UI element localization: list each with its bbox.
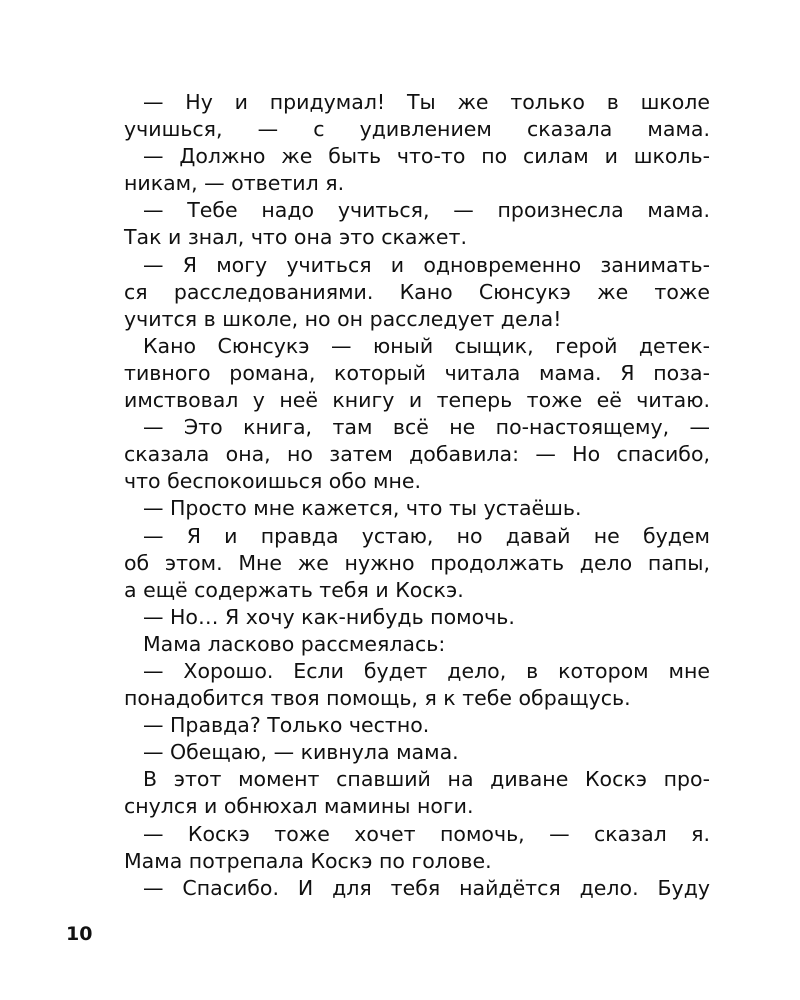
page-number: 10 <box>66 923 93 945</box>
text-line: а ещё содержать тебя и Коскэ. <box>124 577 464 602</box>
text-line: никам, — ответил я. <box>124 171 345 196</box>
text-line: — Просто мне кажется, что ты устаёшь. <box>143 496 582 521</box>
text-line: об этом. Мне же нужно продолжать дело папы, <box>124 550 710 575</box>
text-line: ся расследованиями. Кано Сюнсукэ же тоже <box>124 279 710 304</box>
text-line: — Правда? Только честно. <box>143 713 430 738</box>
text-line: снулся и обнюхал мамины ноги. <box>124 794 474 819</box>
text-line: — Хорошо. Если будет дело, в котором мне <box>143 658 710 683</box>
text-line: — Спасибо. И для тебя найдётся дело. Буду <box>143 875 710 900</box>
text-line: — Это книга, там всё не по-настоящему, — <box>143 415 710 440</box>
text-line: — Но… Я хочу как-нибудь помочь. <box>143 604 515 629</box>
text-line: что беспокоишься обо мне. <box>124 469 422 494</box>
text-line: — Я могу учиться и одновременно занимать- <box>143 252 710 277</box>
text-line: имствовал у неё книгу и теперь тоже её читаю. <box>124 388 710 413</box>
text-line: В этот момент спавший на диване Коскэ про- <box>143 767 710 792</box>
text-line: Мама потрепала Коскэ по голове. <box>124 848 492 873</box>
text-line: — Коскэ тоже хочет помочь, — сказал я. <box>143 821 710 846</box>
text-line: понадобится твоя помощь, я к тебе обращусь. <box>124 686 631 711</box>
text-line: — Должно же быть что-то по силам и школь- <box>143 144 710 169</box>
text-line: — Ну и придумал! Ты же только в школе <box>143 90 710 114</box>
page-text <box>124 89 710 902</box>
text-line: — Обещаю, — кивнула мама. <box>143 740 459 765</box>
text-line: сказала она, но затем добавила: — Но спасибо, <box>124 442 710 467</box>
text-line: Так и знал, что она это скажет. <box>124 225 467 250</box>
text-line: учишься, — с удивлением сказала мама. <box>124 117 710 142</box>
text-line: учится в школе, но он расследует дела! <box>124 306 562 331</box>
text-line: Мама ласково рассмеялась: <box>143 631 446 656</box>
text-line: тивного романа, который читала мама. Я поза- <box>124 360 710 385</box>
text-line: — Тебе надо учиться, — произнесла мама. <box>143 198 710 223</box>
text-line: — Я и правда устаю, но давай не будем <box>143 523 710 548</box>
text-line: Кано Сюнсукэ — юный сыщик, герой детек- <box>143 333 710 358</box>
